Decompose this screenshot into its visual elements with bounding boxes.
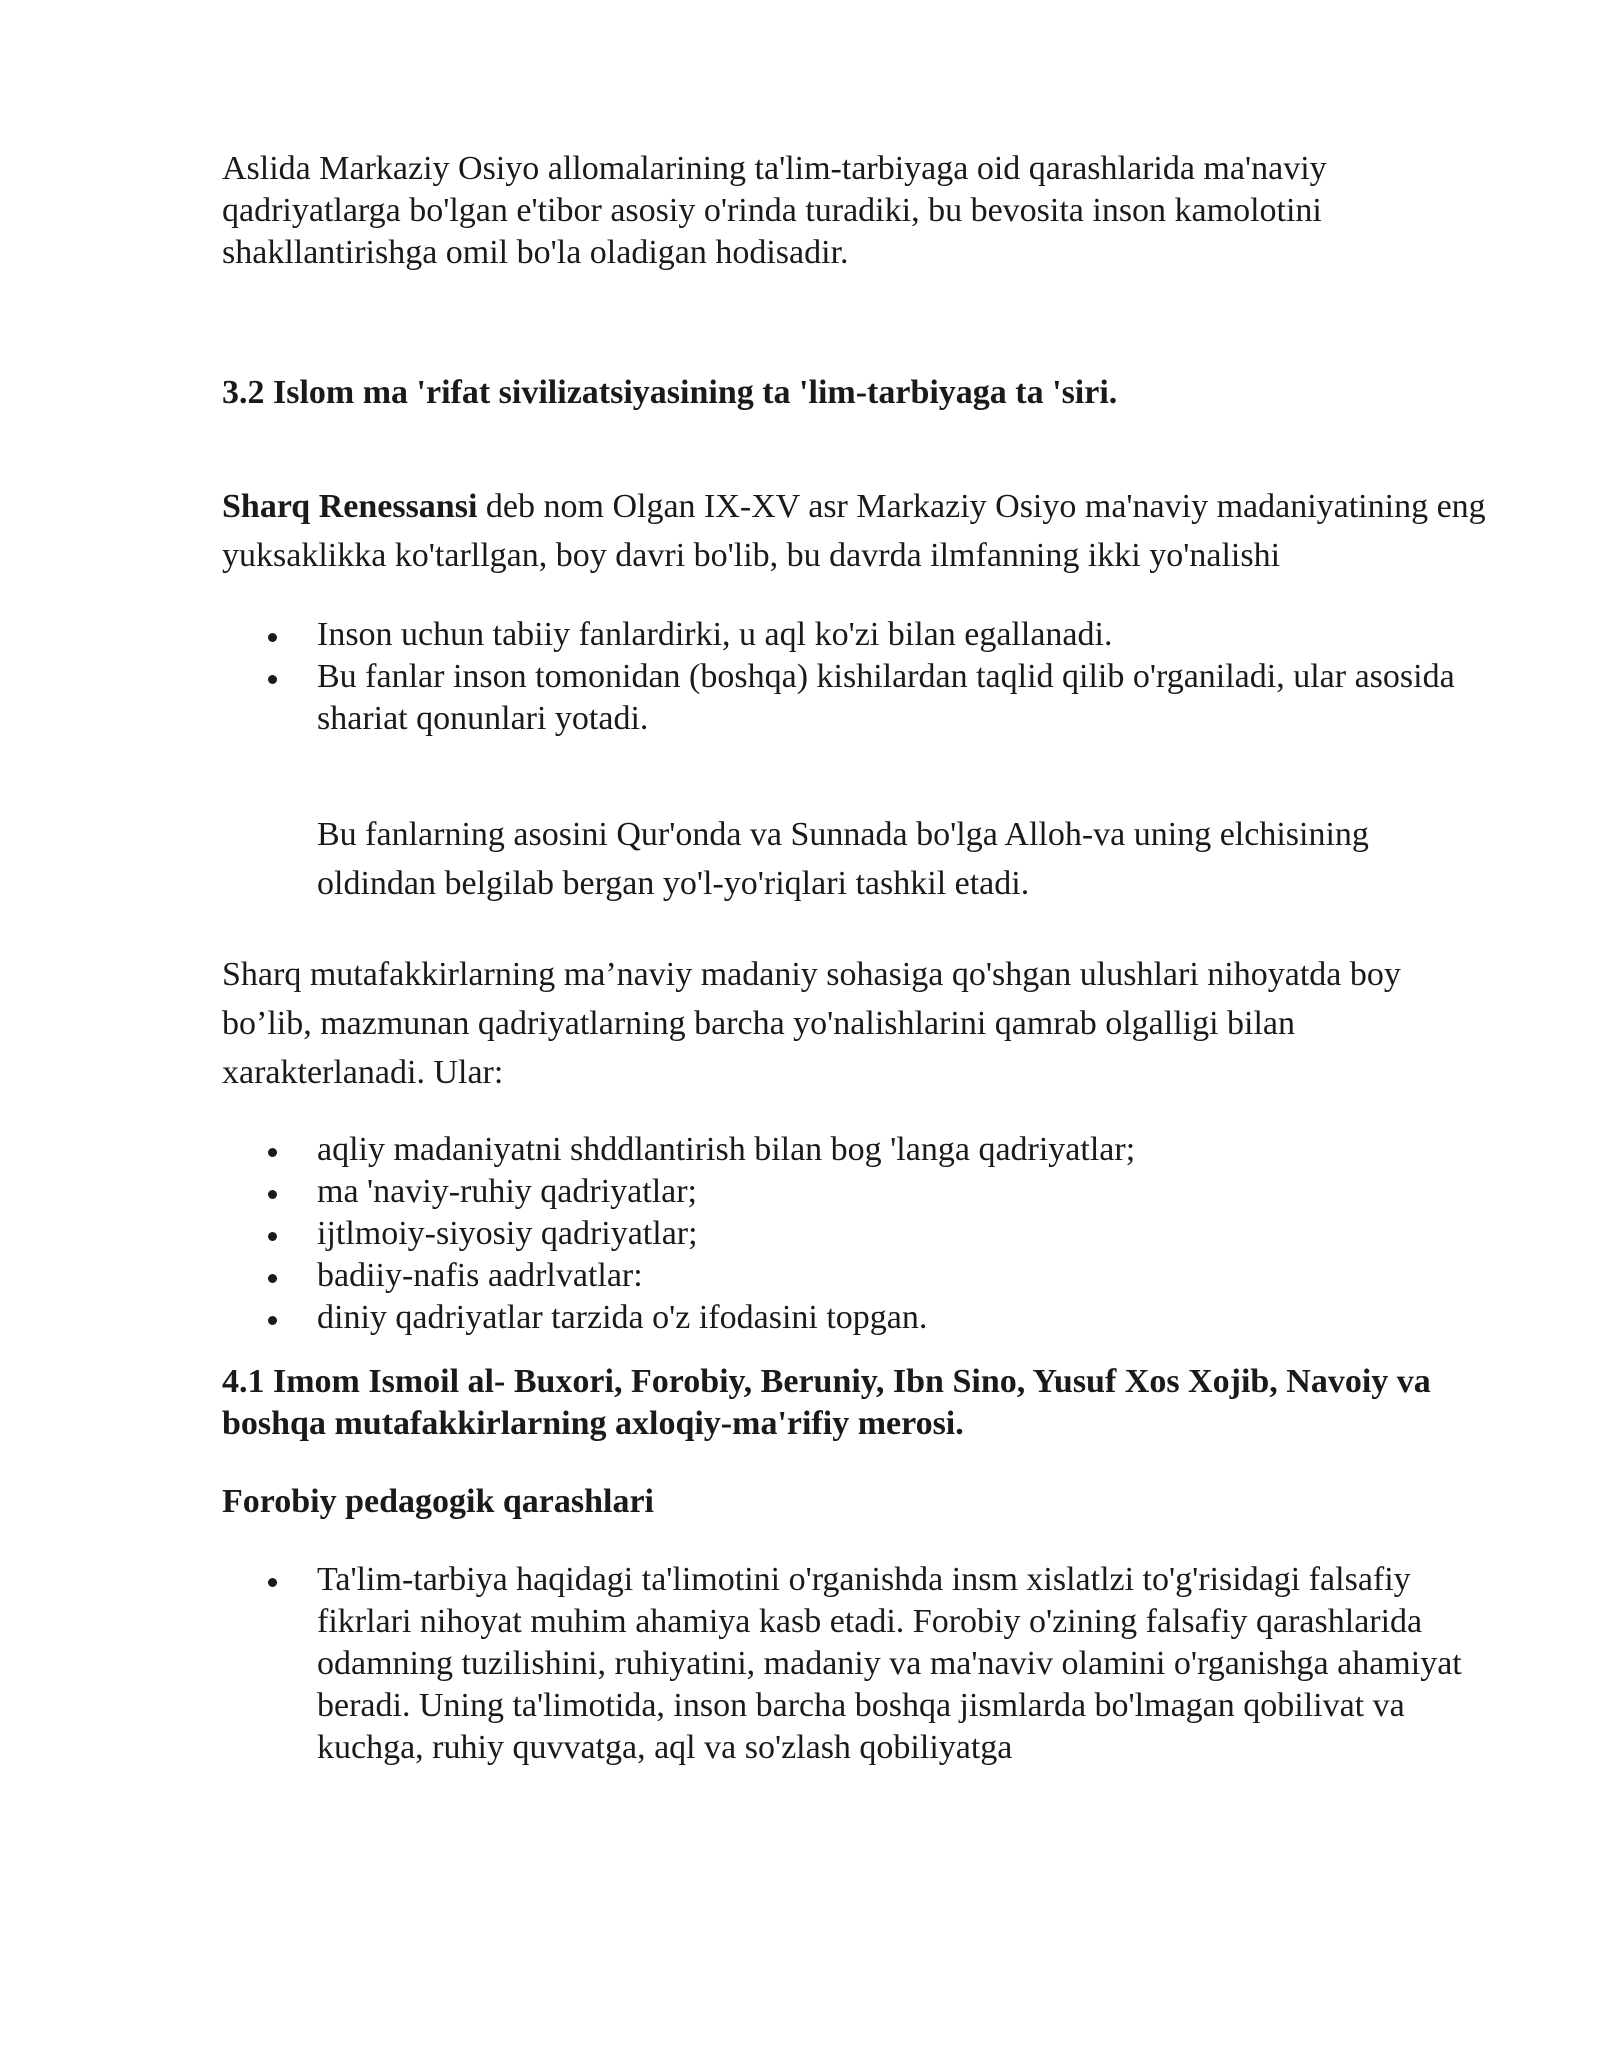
list-item: ijtlmoiy-siyosiy qadriyatlar; bbox=[222, 1213, 1492, 1255]
values-list bbox=[222, 1129, 1492, 1339]
values-intro-paragraph: Sharq mutafakkirlarning ma’naviy madaniy sohasiga qo'shgan ulushlari nihoyatda boy bo’lib, mazmunan qadriyatlarning barcha yo'nalishlarini qamrab olgalligi bilan xarakterlanadi. Ular: bbox=[222, 956, 1401, 1091]
document-page bbox=[222, 148, 1492, 1769]
list-item: Inson uchun tabiiy fanlardirki, u aql ko'zi bilan egallanadi. bbox=[222, 614, 1492, 656]
list-item: Bu fanlar inson tomonidan (boshqa) kishilardan taqlid qilib o'rganiladi, ular asosida shariat qonunlari yotadi. bbox=[222, 656, 1492, 740]
renaissance-paragraph bbox=[222, 482, 1492, 580]
renaissance-bold-lead: Sharq Renessansi bbox=[222, 488, 478, 525]
list-item: ma 'naviy-ruhiy qadriyatlar; bbox=[222, 1171, 1492, 1213]
list-item: Ta'lim-tarbiya haqidagi ta'limotini o'rganishda insm xislatlzi to'g'risidagi falsafiy fikrlari nihoyat muhim ahamiya kasb etadi. Forobiy o'zining falsafiy qarashlarida odamning tuzilishini, ruhiyatini, madaniy va ma'naviv olamini o'rganishga ahamiyat beradi. Uning ta'limotida, inson barcha boshqa jismlarda bo'lmagan qobilivat va kuchga, ruhiy quvvatga, aql va so'zlash qobiliyatga bbox=[222, 1559, 1492, 1769]
foundations-paragraph: Bu fanlarning asosini Qur'onda va Sunnada bo'lga Alloh-va uning elchisining oldindan belgilab bergan yo'l-yo'riqlari tashkil etadi. bbox=[317, 816, 1369, 902]
forobiy-list bbox=[222, 1559, 1492, 1769]
list-item: diniy qadriyatlar tarzida o'z ifodasini topgan. bbox=[222, 1297, 1492, 1339]
forobiy-subheading: Forobiy pedagogik qarashlari bbox=[222, 1483, 654, 1520]
section-4-1-heading: 4.1 Imom Ismoil al- Buxori, Forobiy, Beruniy, Ibn Sino, Yusuf Xos Xojib, Navoiy va boshqa mutafakkirlarning axloqiy-ma'rifiy merosi. bbox=[222, 1363, 1431, 1442]
list-item: aqliy madaniyatni shddlantirish bilan bog 'langa qadriyatlar; bbox=[222, 1129, 1492, 1171]
science-directions-list bbox=[222, 614, 1492, 740]
intro-paragraph: Aslida Markaziy Osiyo allomalarining ta'lim-tarbiyaga oid qarashlarida ma'naviy qadriyatlarga bo'lgan e'tibor asosiy o'rinda turadiki, bu bevosita inson kamolotini shakllantirishga omil bo'la oladigan hodisadir. bbox=[222, 150, 1327, 271]
list-item: badiiy-nafis aadrlvatlar: bbox=[222, 1255, 1492, 1297]
renaissance-paragraph-rest: deb nom Olgan IX-XV asr Markaziy Osiyo ma'naviy madaniyatining eng yuksaklikka ko'tarllgan, boy davri bo'lib, bu davrda ilmfanning ikki yo'nalishi bbox=[222, 488, 1486, 574]
section-3-2-heading: 3.2 Islom ma 'rifat sivilizatsiyasining ta 'lim-tarbiyaga ta 'siri. bbox=[222, 374, 1118, 411]
